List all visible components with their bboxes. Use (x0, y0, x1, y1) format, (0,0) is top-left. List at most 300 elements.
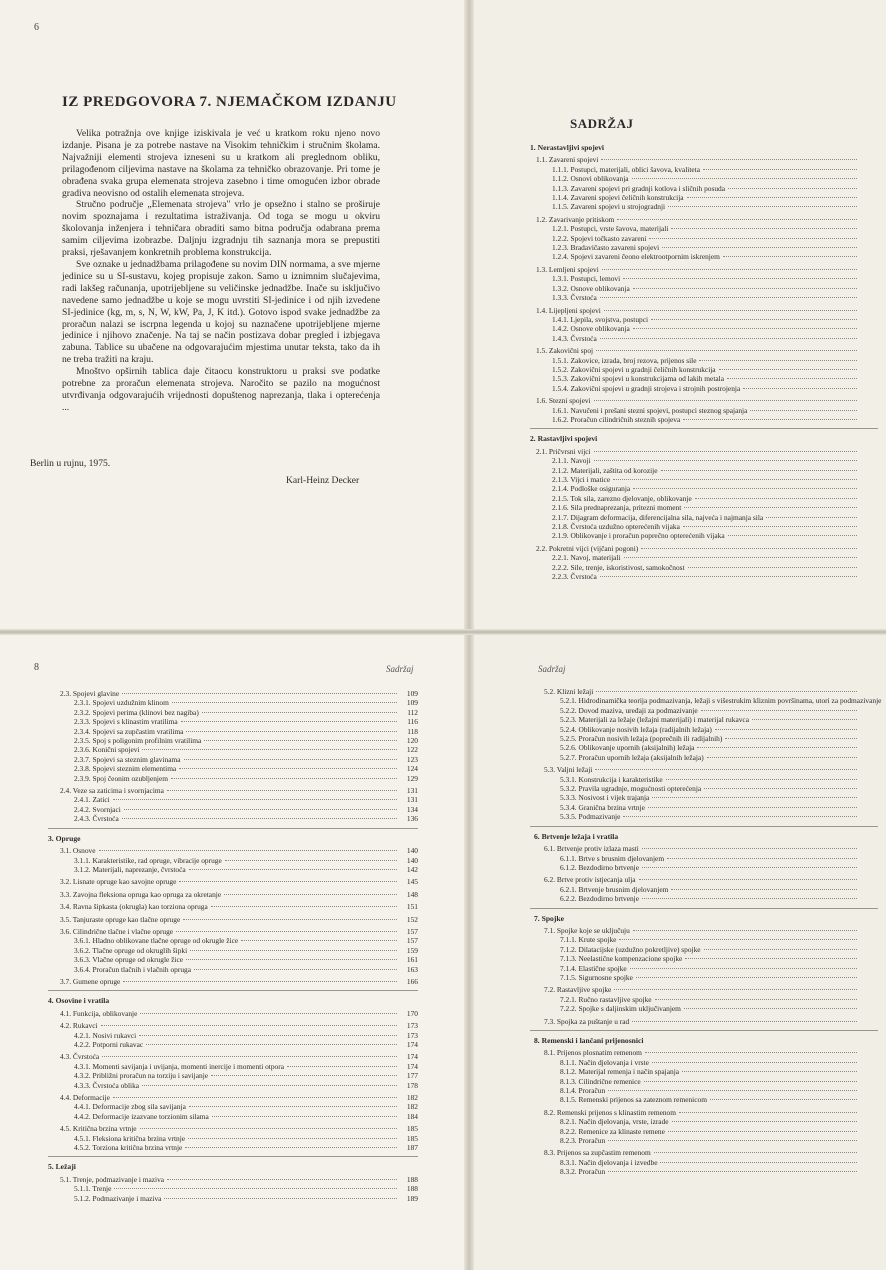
toc-entry-title: 3.1.2. Materijali, naprezanje, čvrstoća (74, 864, 186, 874)
toc-section (48, 689, 418, 698)
toc-entry-title: 2.2.1. Navoj, materijali (552, 553, 621, 563)
toc-entry-title: 1.1.2. Osnovi oblikovanja (552, 174, 629, 184)
toc-entry-title: 8.1. Prijenos plosnatim remenom (544, 1048, 642, 1058)
toc-entry-title: 3.6.3. Vlačne opruge od okrugle žice (74, 955, 184, 965)
toc-section (48, 977, 418, 986)
toc-section (48, 927, 418, 936)
toc-subsection (530, 1127, 878, 1136)
toc-subsection (530, 1158, 878, 1167)
toc-section (530, 1108, 878, 1117)
toc-divider (530, 1030, 878, 1031)
toc-leader (641, 548, 857, 549)
toc-leader (642, 867, 857, 868)
toc-entry-title: 4.3.2. Približni proračun na torziju i savijanje (74, 1071, 209, 1081)
toc-entry-title: 2.1.4. Podloške osiguranja (552, 484, 631, 494)
toc-section (530, 346, 878, 355)
toc-section (48, 846, 418, 855)
toc-leader (596, 691, 857, 692)
toc-leader (645, 1052, 857, 1053)
toc-section (530, 687, 878, 696)
toc-leader (241, 940, 397, 941)
running-head: Sadržaj (386, 664, 414, 674)
toc-subsection (48, 774, 418, 783)
toc-entry-title: 4.2.1. Nosivi rukavci (74, 1030, 137, 1040)
toc-leader (167, 790, 397, 791)
toc-subsection (48, 736, 418, 745)
toc-page-number: 185 (406, 1124, 418, 1134)
toc-leader (710, 1099, 857, 1100)
toc-leader (636, 977, 857, 978)
toc-subsection (48, 1112, 418, 1121)
toc-leader (614, 989, 857, 990)
toc-entry-title: 5.3.1. Konstrukcija i karakteristike (560, 774, 663, 784)
toc-subsection (530, 274, 878, 283)
toc-page-number: 184 (406, 1111, 418, 1121)
toc-section (530, 447, 878, 456)
page-bottom-right (468, 632, 886, 1270)
toc-leader (623, 816, 857, 817)
toc-subsection (530, 165, 878, 174)
toc-page-number: 188 (406, 1184, 418, 1194)
toc-entry-title: 1.5.1. Zakovice, izrada, broj rezova, prijenos sile (552, 355, 697, 365)
toc-leader (699, 360, 857, 361)
toc-page-number: 151 (406, 902, 418, 912)
preface-paragraph: Stručno područje „Elemenata strojeva" vrlo je opsežno i stalno se proširuje novim spoznajama i rezultatima istraživanja. Od toga se mogu u okviru školovanja inženjera i tehničara obraditi samo bitna područja odabrana prema samim ciljevima izobrazbe. Daljnju izgradnju tih saznanja mora se prepustiti praksi, rješavanjem konkretnih problema konstrukcija. (62, 199, 380, 259)
toc-entry-title: 3.1.1. Karakteristike, rad opruge, vibracije opruge (74, 855, 222, 865)
toc-subsection (530, 484, 878, 493)
toc-page-number: 145 (406, 877, 418, 887)
toc-entry-title: 5.2.6. Oblikovanje upornih (aksijalnih) ležaja (560, 743, 695, 753)
toc-entry-title: 2.3.8. Spojevi steznim elementima (74, 764, 177, 774)
toc-leader (172, 702, 397, 703)
toc-leader (176, 931, 397, 932)
toc-subsection (530, 315, 878, 324)
toc-leader (701, 710, 857, 711)
toc-divider (48, 990, 418, 991)
toc-page-number: 118 (407, 726, 418, 736)
toc-leader (660, 1162, 857, 1163)
preface-author: Karl-Heinz Decker (286, 475, 360, 486)
toc-title: SADRŽAJ (570, 116, 634, 131)
toc-leader (633, 328, 857, 329)
toc-subsection (530, 753, 878, 762)
toc-leader (140, 1128, 397, 1129)
toc-entry-title: 3.7. Gumene opruge (60, 976, 121, 986)
toc-page-number: 174 (406, 1040, 418, 1049)
toc-subsection (48, 1062, 418, 1071)
toc-leader (184, 759, 397, 760)
toc-leader (630, 968, 857, 969)
toc-subsection (530, 1117, 878, 1126)
toc-leader (122, 818, 397, 819)
toc-leader (649, 238, 857, 239)
toc-leader (164, 1198, 397, 1199)
toc-subsection (530, 284, 878, 293)
toc-page-number: 152 (406, 914, 418, 924)
toc-leader (642, 898, 857, 899)
toc-leader (600, 338, 857, 339)
toc-subsection (48, 865, 418, 874)
toc-section (48, 902, 418, 911)
toc-entry-title: 1.4. Lijepljeni spojevi (536, 305, 601, 315)
toc-entry-title: 5.2.4. Oblikovanje nosivih ležaja (radijalnih ležaja) (560, 724, 712, 734)
toc-entry-title: 2.3.4. Spojevi sa zupčastim vratilima (74, 726, 184, 736)
toc-leader (190, 950, 397, 951)
toc-leader (140, 1013, 397, 1014)
toc-section (48, 1021, 418, 1030)
toc-leader (632, 178, 857, 179)
toc-leader (139, 1035, 397, 1036)
toc-subsection (48, 1134, 418, 1143)
toc-section (530, 985, 878, 994)
toc-entry-title: 1. Nerastavljivi spojevi (530, 143, 605, 152)
toc-subsection (530, 1058, 878, 1067)
toc-entry-title: 1.4.3. Čvrstoća (552, 333, 597, 343)
toc-section (530, 844, 878, 853)
toc-section (530, 215, 878, 224)
toc-entry-title: 5.3.4. Granična brzina vrtnje (560, 802, 645, 812)
toc-leader (654, 1152, 857, 1153)
toc-page-number: 188 (406, 1174, 418, 1184)
toc-leader (608, 1090, 857, 1091)
toc-subsection (48, 1184, 418, 1193)
toc-entry-title: 4.3.3. Čvrstoća oblika (74, 1080, 140, 1090)
toc-subsection (48, 814, 418, 823)
toc-subsection (530, 775, 878, 784)
toc-entry-title: 2.3.1. Spojevi uzdužnim klinom (74, 698, 169, 708)
toc-entry-title: 2.3. Spojevi glavine (60, 689, 120, 698)
toc-entry-title: 2.2.3. Čvrstoća (552, 572, 597, 582)
toc-subsection (530, 793, 878, 802)
toc-entry-title: 1.5.4. Zakovični spojevi u gradnji strojeva i strojnih postrojenja (552, 383, 741, 393)
toc-subsection (530, 374, 878, 383)
toc-entry-title: 1.1.1. Postupci, materijali, oblici šavova, kvaliteta (552, 164, 700, 174)
toc-subsection (530, 743, 878, 752)
toc-entry-title: 1.1.4. Zavareni spojevi čeličnih konstrukcija (552, 193, 684, 203)
toc-entry-title: 4.3.1. Momenti savijanja i uvijanja, momenti inercije i momenti otpora (74, 1061, 284, 1071)
toc-divider (48, 1156, 418, 1157)
toc-subsection (530, 522, 878, 531)
toc-divider (48, 828, 418, 829)
toc-leader (655, 999, 857, 1000)
toc-entry-title: 5.3. Valjni ležaji (544, 765, 593, 775)
toc-subsection (530, 406, 878, 415)
toc-entry-title: 2.2.2. Sile, trenje, iskoristivost, samokočnost (552, 562, 685, 572)
toc-subsection (530, 725, 878, 734)
page-bottom-left (0, 632, 468, 1270)
toc-subsection (530, 553, 878, 562)
toc-entry-title: 3.1. Osnove (60, 846, 96, 856)
toc-entry-title: 3.6. Cilindrične tlačne i vlačne opruge (60, 926, 174, 936)
toc-subsection (48, 1031, 418, 1040)
toc-subsection (530, 863, 878, 872)
toc-entry-title: 1.3.3. Čvrstoća (552, 293, 597, 303)
toc-entry-title: 5. Ležaji (48, 1162, 76, 1172)
toc-leader (99, 850, 397, 851)
toc-leader (183, 919, 397, 920)
toc-subsection (530, 1095, 878, 1104)
toc-entry-title: 4.4. Deformacije (60, 1093, 110, 1103)
toc-list (530, 138, 878, 581)
toc-leader (743, 388, 857, 389)
toc-entry-title: 5.1.1. Trenje (74, 1184, 112, 1194)
toc-leader (194, 969, 397, 970)
toc-entry-title: 4.3. Čvrstoća (60, 1052, 100, 1062)
toc-entry-title: 8.2.2. Remenice za klinaste remene (560, 1126, 665, 1136)
toc-page-number: 131 (406, 786, 418, 796)
toc-leader (212, 1116, 397, 1117)
toc-subsection (48, 965, 418, 974)
toc-entry-title: 7. Spojke (534, 913, 564, 923)
toc-page-number: 174 (406, 1061, 418, 1071)
toc-entry-title: 1.6. Stezni spojevi (536, 396, 591, 406)
toc-leader (185, 1147, 397, 1148)
toc-subsection (48, 1040, 418, 1049)
toc-section (530, 544, 878, 553)
toc-leader (188, 1138, 397, 1139)
toc-page-number: 187 (406, 1143, 418, 1153)
toc-leader (594, 460, 857, 461)
toc-entry-title: 2.3.7. Spojevi sa steznim glavinama (74, 754, 181, 764)
toc-page-number: 109 (406, 698, 418, 708)
toc-subsection (530, 894, 878, 903)
toc-subsection (530, 475, 878, 484)
toc-leader (211, 906, 397, 907)
toc-entry-title: 8.3.2. Proračun (560, 1167, 606, 1177)
toc-entry-title: 8. Remenski i lančani prijenosnici (534, 1036, 644, 1045)
toc-leader (632, 1021, 857, 1022)
toc-entry-title: 7.1.4. Elastične spojke (560, 963, 627, 973)
toc-page-number: 109 (406, 689, 418, 698)
toc-entry-title: 5.1. Trenje, podmazivanje i maziva (60, 1174, 165, 1184)
page-number: 8 (34, 662, 39, 673)
toc-entry-title: 3.4. Ravna šipkasta (okrugla) kao torziona opruga (60, 902, 208, 912)
toc-subsection (48, 755, 418, 764)
toc-entry-title: 2.1.2. Materijali, zaštita od korozije (552, 465, 658, 475)
toc-leader (671, 889, 857, 890)
toc-chapter (48, 996, 418, 1005)
toc-leader (668, 206, 857, 207)
toc-subsection (530, 945, 878, 954)
toc-section (530, 396, 878, 405)
toc-entry-title: 4.2.2. Potporni rukavac (74, 1040, 144, 1049)
toc-entry-title: 7.1.5. Sigurnosne spojke (560, 972, 633, 982)
toc-entry-title: 5.2. Klizni ležaji (544, 687, 594, 696)
toc-subsection (530, 1167, 878, 1176)
toc-divider (530, 428, 878, 429)
toc-page-number: 182 (406, 1093, 418, 1103)
toc-chapter (48, 834, 418, 843)
toc-subsection (530, 494, 878, 503)
toc-leader (113, 1097, 397, 1098)
toc-chapter (530, 143, 878, 152)
toc-leader (766, 517, 857, 518)
toc-entry-title: 4.1. Funkcija, oblikovanje (60, 1008, 138, 1018)
toc-entry-title: 7.1. Spojke koje se uključuju (544, 925, 630, 935)
toc-subsection (530, 885, 878, 894)
toc-subsection (530, 995, 878, 1004)
toc-subsection (530, 384, 878, 393)
toc-page-number: 177 (406, 1071, 418, 1081)
toc-entry-title: 4.5. Kritična brzina vrtnje (60, 1124, 137, 1134)
toc-entry-title: 5.3.3. Nosivost i vijek trajanja (560, 793, 650, 803)
toc-leader (608, 1140, 857, 1141)
toc-leader (642, 848, 857, 849)
toc-entry-title: 8.1.3. Cilindrične remenice (560, 1076, 641, 1086)
toc-leader (652, 1062, 857, 1063)
toc-section (530, 926, 878, 935)
toc-section (530, 1148, 878, 1157)
toc-subsection (530, 466, 878, 475)
toc-subsection (48, 745, 418, 754)
toc-leader (719, 369, 857, 370)
toc-entry-title: 3.3. Zavojna fleksiona opruga kao opruga za okretanje (60, 889, 222, 899)
toc-subsection (48, 1102, 418, 1111)
toc-entry-title: 2.1.5. Tok sila, zarezno djelovanje, oblikovanje (552, 493, 692, 503)
toc-subsection (530, 252, 878, 261)
toc-page-number: 123 (406, 754, 418, 764)
toc-entry-title: 1.4.2. Osnove oblikovanja (552, 324, 630, 334)
toc-subsection (530, 964, 878, 973)
toc-leader (679, 1112, 857, 1113)
toc-leader (123, 981, 397, 982)
toc-subsection (530, 531, 878, 540)
preface-title: IZ PREDGOVORA 7. NJEMAČKOM IZDANJU (62, 94, 397, 110)
toc-subsection (530, 365, 878, 374)
toc-leader (727, 378, 857, 379)
toc-leader (595, 769, 857, 770)
toc-leader (617, 219, 857, 220)
toc-leader (186, 959, 397, 960)
preface-paragraph: Mnoštvo opširnih tablica daje čitaocu konstruktoru u praksi sve podatke potrebne za proračun elemenata strojeva. Naročito se pazilo na mogućnost utvrđivanja odgovarajućih vrijednosti dopuštenog naprezanja, tlaka i opterećenja ... (62, 366, 380, 413)
toc-page-number: 148 (406, 889, 418, 899)
toc-leader (604, 310, 857, 311)
toc-entry-title: 8.1.1. Način djelovanja i vrste (560, 1057, 649, 1067)
toc-subsection (48, 795, 418, 804)
toc-leader (601, 159, 857, 160)
toc-page-number: 129 (406, 773, 418, 783)
toc-entry-title: 1.2.1. Postupci, vrste šavova, materijali (552, 224, 669, 234)
toc-page-number: 116 (407, 717, 418, 727)
toc-entry-title: 2.1. Pričvrsni vijci (536, 446, 591, 456)
toc-entry-title: 3.6.1. Hladno oblikovane tlačne opruge od okrugle žice (74, 936, 239, 946)
toc-subsection (48, 805, 418, 814)
toc-page-number: 124 (406, 764, 418, 774)
toc-entry-title: 6.2.2. Bezdodirno brtvenje (560, 894, 640, 904)
toc-leader (633, 488, 857, 489)
toc-entry-title: 3.5. Tanjuraste opruge kao tlačne opruge (60, 914, 181, 924)
toc-subsection (530, 224, 878, 233)
toc-entry-title: 2.4.2. Svornjaci (74, 804, 121, 814)
toc-leader (752, 719, 857, 720)
toc-section (530, 155, 878, 164)
toc-leader (189, 869, 397, 870)
toc-entry-title: 1.2. Zavarivanje pritiskom (536, 214, 615, 224)
toc-entry-title: 5.2.7. Proračun upornih ležaja (aksijalnih ležaja) (560, 752, 704, 762)
toc-page-number: 136 (406, 814, 418, 824)
toc-leader (594, 451, 857, 452)
toc-entry-title: 6. Brtvenje ležaja i vratila (534, 831, 619, 841)
toc-leader (594, 400, 857, 401)
toc-subsection (530, 563, 878, 572)
toc-section (530, 875, 878, 884)
toc-entry-title: 2.4.1. Zatici (74, 795, 110, 805)
toc-entry-title: 8.3.1. Način djelovanja i izvedbe (560, 1157, 658, 1167)
toc-page-number: 142 (406, 864, 418, 874)
toc-leader (224, 894, 397, 895)
toc-entry-title: 4.5.2. Torziona kritična brzina vrtnje (74, 1143, 183, 1153)
toc-subsection (530, 293, 878, 302)
toc-leader (688, 567, 857, 568)
toc-leader (202, 712, 397, 713)
toc-page-number: 170 (406, 1008, 418, 1018)
toc-leader (644, 1081, 857, 1082)
toc-page-number: 120 (406, 736, 418, 746)
toc-subsection (530, 234, 878, 243)
toc-section (530, 306, 878, 315)
toc-entry-title: 5.2.2. Dovod maziva, uređaji za podmazivanje (560, 705, 698, 715)
toc-entry-title: 7.2.2. Spojke s daljinskim uključivanjem (560, 1004, 681, 1014)
toc-entry-title: 5.2.3. Materijali za ležaje (ležajni materijali) i materijal rukavca (560, 715, 749, 725)
toc-leader (703, 169, 857, 170)
toc-entry-title: 5.2.5. Proračun nosivih ležaja (poprečnih ili radijalnih) (560, 734, 723, 744)
toc-section (530, 1048, 878, 1057)
page-top-left (0, 0, 468, 632)
toc-leader (684, 507, 857, 508)
toc-leader (287, 1066, 397, 1067)
toc-page-number: 140 (406, 846, 418, 856)
toc-leader (167, 1179, 397, 1180)
toc-leader (671, 228, 857, 229)
toc-subsection (48, 764, 418, 773)
toc-entry-title: 7.1.3. Neelastične kompenzacione spojke (560, 954, 683, 964)
toc-leader (661, 470, 858, 471)
toc-leader (600, 576, 857, 577)
toc-section (48, 1052, 418, 1061)
toc-subsection (48, 698, 418, 707)
toc-leader (687, 197, 857, 198)
toc-subsection (530, 1077, 878, 1086)
toc-section (530, 265, 878, 274)
toc-chapter (48, 1162, 418, 1171)
toc-entry-title: 2.4. Veze sa zaticima i svornjacima (60, 786, 164, 796)
toc-leader (683, 419, 857, 420)
toc-entry-title: 8.1.4. Proračun (560, 1086, 606, 1096)
toc-entry-title: 5.3.5. Podmazivanje (560, 812, 621, 822)
toc-page-number: 122 (406, 745, 418, 755)
toc-leader (704, 788, 857, 789)
toc-entry-title: 5.3.2. Pravila ugradnje, mogućnosti opterećenja (560, 784, 702, 794)
toc-leader (697, 747, 857, 748)
toc-leader (181, 721, 397, 722)
toc-section (530, 765, 878, 774)
page-number: 6 (34, 22, 39, 33)
toc-entry-title: 2.3.5. Spoj s poligonim profilnim vratilima (74, 736, 202, 746)
toc-entry-title: 7.2. Rastavljive spojke (544, 985, 612, 995)
toc-page-number: 159 (406, 945, 418, 955)
toc-subsection (530, 356, 878, 365)
toc-subsection (530, 513, 878, 522)
toc-leader (648, 807, 857, 808)
toc-entry-title: 1.1.5. Zavareni spojevi u strojogradnji (552, 202, 666, 212)
toc-subsection (48, 727, 418, 736)
toc-leader (623, 278, 857, 279)
toc-subsection (48, 1143, 418, 1152)
toc-leader (672, 1121, 857, 1122)
toc-subsection (530, 803, 878, 812)
toc-leader (602, 269, 857, 270)
toc-entry-title: 1.6.1. Navučeni i prešani stezni spojevi, postupci steznog spajanja (552, 405, 748, 415)
